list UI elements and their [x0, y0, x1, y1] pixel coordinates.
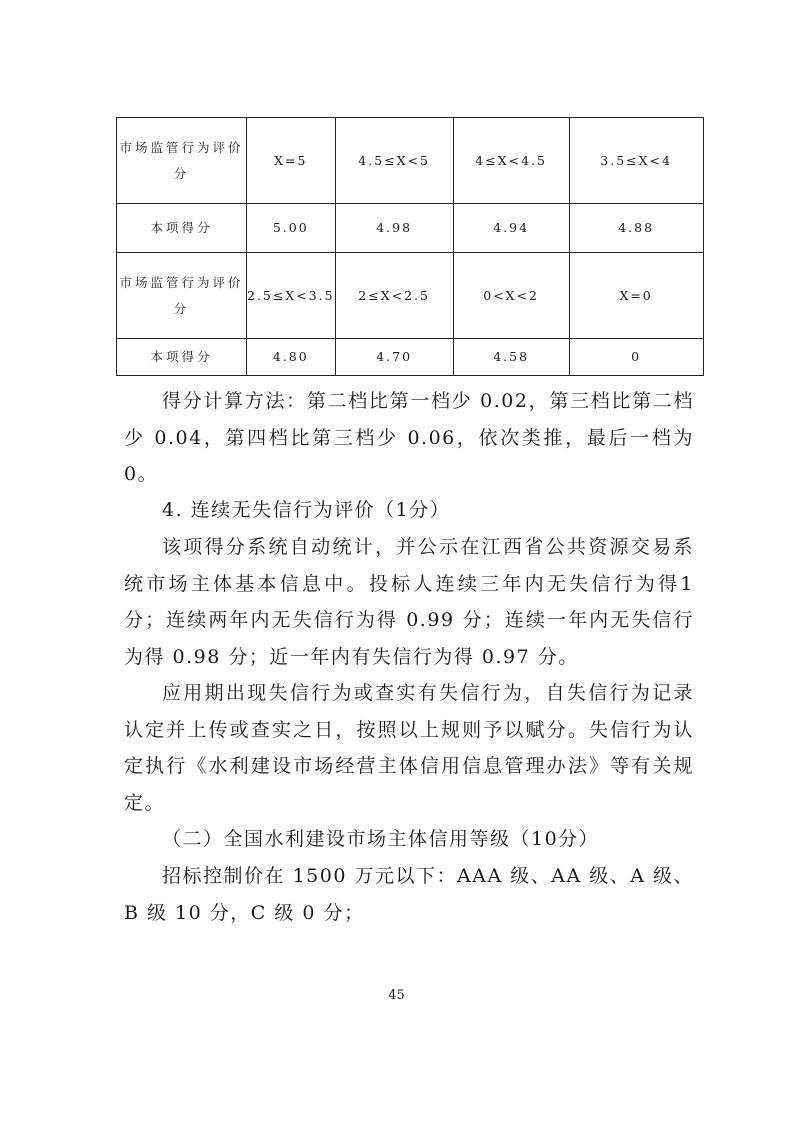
table-cell: 0: [569, 339, 703, 376]
section-4-rule: 应用期出现失信行为或查实有失信行为，自失信行为记录认定并上传或查实之日，按照以上规则予以赋分。失信行为认定执行《水利建设市场经营主体信用信息管理办法》等有关规定。: [124, 682, 694, 814]
table-cell: 4.5≤X<5: [335, 118, 453, 204]
section-4-title: 4. 连续无失信行为评价（1分）: [162, 499, 451, 521]
table-cell: 4.88: [569, 204, 703, 253]
score-table: [116, 117, 704, 376]
table-row: [117, 339, 704, 376]
section-4-body: 该项得分系统自动统计，并公示在江西省公共资源交易系统市场主体基本信息中。投标人连续三年内无失信行为得1 分；连续两年内无失信行为得 0.99 分；连续一年内无失信行为得 0.98 分；近一年内有失信行为得 0.97 分。: [124, 536, 694, 668]
table-cell: 2≤X<2.5: [335, 253, 453, 339]
table-cell: 5.00: [247, 204, 336, 253]
calc-method-paragraph: 得分计算方法：第二档比第一档少 0.02，第三档比第二档少 0.04，第四档比第三档少 0.06，依次类推，最后一档为0。: [124, 390, 694, 485]
page-number: 45: [388, 988, 405, 1003]
table-cell: X=5: [247, 118, 336, 204]
table-cell: 3.5≤X<4: [569, 118, 703, 204]
table-cell: 0<X<2: [453, 253, 569, 339]
section-b-title: （二）全国水利建设市场主体信用等级（10分）: [162, 828, 600, 850]
table-row: [117, 204, 704, 253]
table-cell: 本项得分: [117, 339, 247, 376]
table-cell: 4.58: [453, 339, 569, 376]
table-cell: 2.5≤X<3.5: [247, 253, 336, 339]
table-row: [117, 253, 704, 339]
table-cell: 4≤X<4.5: [453, 118, 569, 204]
section-b-body: 招标控制价在 1500 万元以下：AAA 级、AA 级、A 级、B 级 10 分，C 级 0 分；: [124, 865, 694, 924]
table-cell: 4.80: [247, 339, 336, 376]
table-cell: 4.70: [335, 339, 453, 376]
table-cell: X=0: [569, 253, 703, 339]
table-cell: 市场监管行为评价分: [117, 118, 247, 204]
table-cell: 4.98: [335, 204, 453, 253]
table-row: [117, 118, 704, 204]
table-cell: 市场监管行为评价分: [117, 253, 247, 339]
table-cell: 4.94: [453, 204, 569, 253]
table-cell: 本项得分: [117, 204, 247, 253]
